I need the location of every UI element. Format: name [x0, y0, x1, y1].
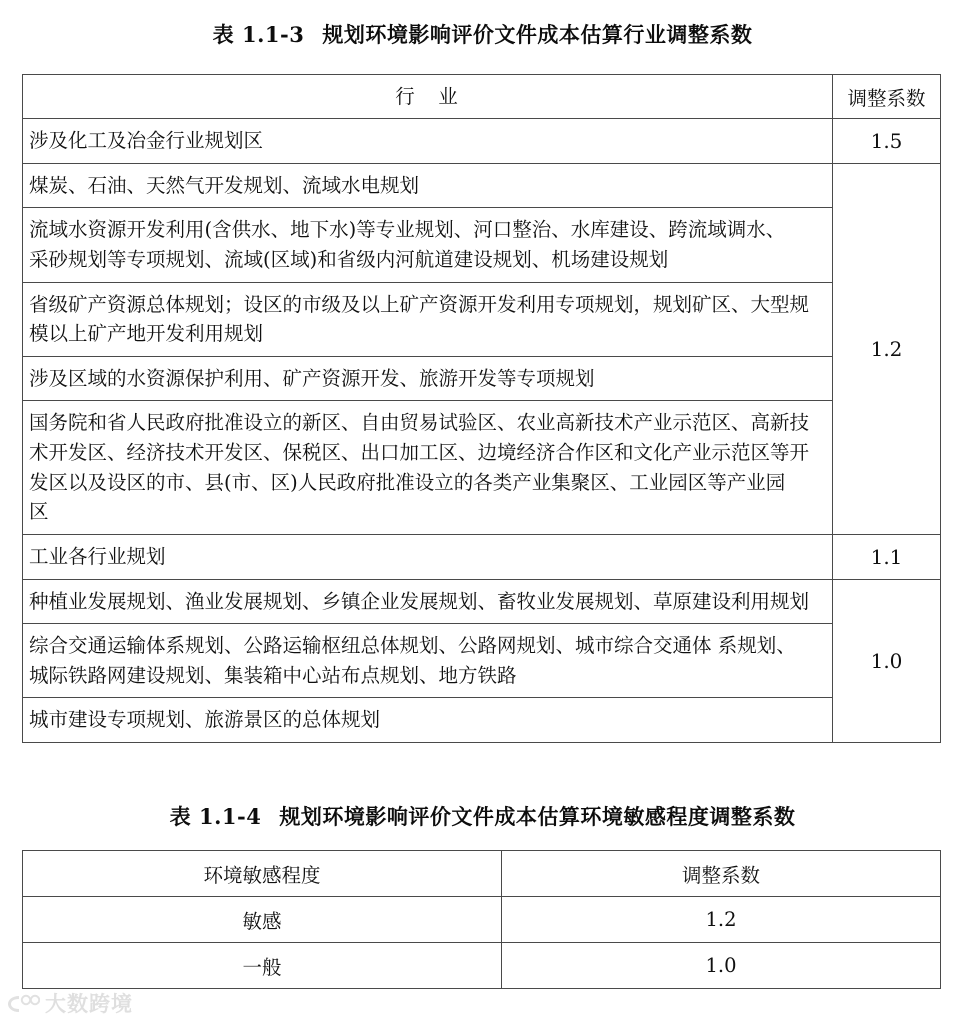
cell-line: 综合交通运输体系规划、公路运输枢纽总体规划、公路网规划、城市综合交通体 系规划、: [29, 634, 796, 658]
coefficient-cell: 1.0: [833, 579, 941, 743]
sensitivity-coefficient-cell: 1.0: [502, 943, 941, 989]
cell-line: 区: [29, 500, 49, 524]
table-row: [23, 119, 941, 164]
table-row: [23, 356, 941, 401]
table-row: [23, 401, 941, 535]
sensitivity-table-head: [23, 851, 941, 897]
table-row: [23, 579, 941, 624]
table-1-1-3-title-text: 规划环境影响评价文件成本估算行业调整系数: [322, 22, 753, 47]
header-industry: 行 业: [23, 75, 833, 119]
table-header-row: [23, 851, 941, 897]
cell-line: 术开发区、经济技术开发区、保税区、出口加工区、边境经济合作区和文化产业示范区等开: [29, 441, 810, 464]
cell-line: 流域水资源开发利用(含供水、地下水)等专业规划、河口整治、水库建设、跨流域调水、: [29, 218, 786, 242]
table-row: [23, 624, 941, 698]
table-1-1-4-title-text: 规划环境影响评价文件成本估算环境敏感程度调整系数: [279, 804, 796, 829]
cell-line: 城市建设专项规划、旅游景区的总体规划: [29, 708, 381, 732]
sensitivity-coefficient-table: [22, 850, 941, 989]
circle-eyes-logo-icon: [6, 993, 40, 1014]
table-row: [23, 943, 941, 989]
cell-line: 涉及区域的水资源保护利用、矿产资源开发、旅游开发等专项规划: [29, 366, 595, 390]
watermark-text: 大数跨境: [45, 992, 133, 1016]
cell-line: 采砂规划等专项规划、流域(区域)和省级内河航道建设规划、机场建设规划: [29, 247, 669, 271]
coefficient-cell: 1.2: [833, 163, 941, 534]
header-coefficient: 调整系数: [833, 75, 941, 119]
header-sensitivity-level: 环境敏感程度: [23, 851, 502, 897]
sensitivity-level-cell: 敏感: [23, 897, 502, 943]
industry-cell: [23, 534, 833, 579]
table-header-row: [23, 75, 941, 119]
table-row: [23, 163, 941, 208]
sensitivity-coefficient-cell: 1.2: [502, 897, 941, 943]
table-row: [23, 208, 941, 282]
industry-cell: [23, 119, 833, 164]
cell-line: 省级矿产资源总体规划；设区的市级及以上矿产资源开发利用专项规划，规划矿区、大型规: [29, 292, 810, 316]
industry-cell: [23, 401, 833, 535]
watermark: [6, 988, 133, 1018]
industry-cell: [23, 282, 833, 356]
cell-line: 种植业发展规划、渔业发展规划、乡镇企业发展规划、畜牧业发展规划、草原建设利用规划: [29, 589, 810, 613]
industry-cell: [23, 698, 833, 743]
cell-line: 国务院和省人民政府批准设立的新区、自由贸易试验区、农业高新技术产业示范区、高新技: [29, 411, 810, 435]
table-row: [23, 698, 941, 743]
coefficient-cell: 1.1: [833, 534, 941, 579]
table-row: [23, 534, 941, 579]
cell-line: 模以上矿产地开发利用规划: [29, 322, 264, 346]
coefficient-cell: 1.5: [833, 119, 941, 164]
table-1-1-3-title-number: 表 1.1-3: [212, 22, 305, 47]
industry-cell: [23, 208, 833, 282]
industry-cell: [23, 579, 833, 624]
header-sensitivity-coefficient: 调整系数: [502, 851, 941, 897]
table-1-1-4-title-number: 表 1.1-4: [169, 804, 262, 829]
sensitivity-level-cell: 一般: [23, 943, 502, 989]
table-1-1-4-title: [0, 801, 965, 831]
table-row: [23, 282, 941, 356]
industry-table-body: [23, 119, 941, 743]
industry-cell: [23, 163, 833, 208]
table-row: [23, 897, 941, 943]
sensitivity-table-body: [23, 897, 941, 989]
cell-line: 涉及化工及冶金行业规划区: [29, 129, 264, 152]
industry-cell: [23, 356, 833, 401]
industry-cell: [23, 624, 833, 698]
cell-line: 发区以及设区的市、县(市、区)人民政府批准设立的各类产业集聚区、工业园区等产业园: [29, 470, 786, 494]
cell-line: 工业各行业规划: [29, 544, 166, 568]
table-1-1-3-title: [0, 19, 965, 49]
cell-line: 煤炭、石油、天然气开发规划、流域水电规划: [29, 173, 420, 197]
industry-table-head: [23, 75, 941, 119]
industry-coefficient-table: [22, 74, 941, 743]
cell-line: 城际铁路网建设规划、集装箱中心站布点规划、地方铁路: [29, 663, 517, 687]
